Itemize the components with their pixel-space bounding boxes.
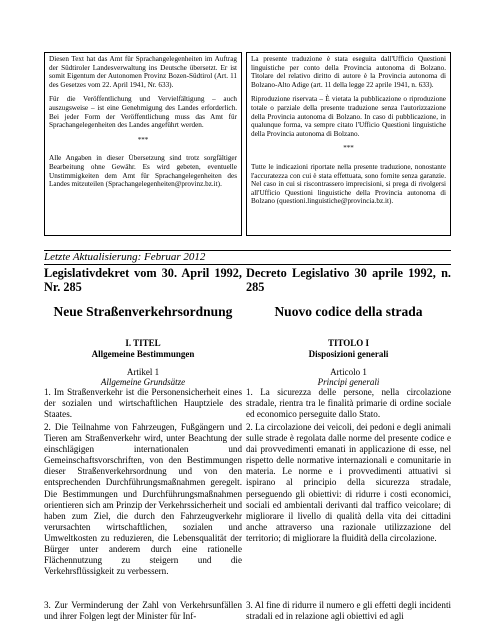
article-name-it: Principi generali bbox=[317, 377, 380, 387]
code-title-de: Neue Straßenverkehrsordnung bbox=[53, 304, 233, 319]
section-number-it: TITOLO I bbox=[327, 338, 370, 348]
law-title-it: Decreto Legislativo 30 aprile 1992, n. 285 bbox=[246, 266, 451, 294]
article-heading-de bbox=[44, 367, 242, 387]
notice-box-de bbox=[44, 52, 242, 236]
notice-box-it bbox=[246, 52, 451, 236]
section-heading-de bbox=[44, 338, 242, 360]
section-name-it: Disposizioni generali bbox=[308, 349, 389, 359]
notice-it-copyright: La presente traduzione è stata eseguita dall'Ufficio Questioni linguistiche per conto della Provincia autonoma di Bolzano. Titolare del relativo diritto di autore è la Provincia autonoma di Bolzano-Alto Adige (art. 11 della legge 22 aprile 1941, n. 633). bbox=[251, 55, 446, 89]
section-name-de: Allgemeine Bestimmungen bbox=[91, 349, 195, 359]
code-title-it: Nuovo codice della strada bbox=[274, 304, 423, 319]
notice-de-notes: Alle Angaben in dieser Übersetzung sind trotz sorgfältiger Bearbeitung ohne Gewähr. Es wird gebeten, eventuelle Unstimmigkeiten dem Amt für Sprachangelegenheiten des Landes mitzuteilen (Sprachangelegenheiten@provinz.bz.it). bbox=[49, 154, 237, 189]
notice-separator-de: *** bbox=[137, 135, 149, 144]
article-heading-it bbox=[246, 367, 451, 387]
section-heading-it bbox=[246, 338, 451, 360]
paragraph-2-it: 2. La circolazione dei veicoli, dei pedoni e degli animali sulle strade è regolata dalle norme del presente codice e dai provvedimenti emanati in applicazione di esse, nel rispetto delle normative internazionali e comunitarie in materia. Le norme e i provvedimenti attuativi si ispirano al principio della sicurezza stradale, perseguendo gli obiettivi: di ridurre i costi economici, sociali ed ambientali derivanti dal traffico veicolare; di migliorare il livello di qualità della vita dei cittadini anche attraverso una razionale utilizzazione del territorio; di migliorare la fluidità della circolazione. bbox=[246, 422, 451, 543]
notice-de-copyright: Diesen Text hat das Amt für Sprachangelegenheiten im Auftrag der Südtiroler Landesverwaltung ins Deutsche übersetzt. Er ist somit Eigentum der Autonomen Provinz Bozen-Südtirol (Art. 11 des Gesetzes vom 22. April 1941, Nr. 633). bbox=[49, 55, 237, 89]
paragraph-1-de: 1. Im Straßenverkehr ist die Personensicherheit eines der sozialen und wirtschaftlichen Hauptziele des Staates. bbox=[44, 387, 242, 420]
notice-de-reproduction: Für die Veröffentlichung und Vervielfältigung – auch auszugsweise – ist eine Genehmigung des Landes erforderlich. Bei jeder Form der Veröffentlichung muss das Amt für Sprachangelegenheiten des Landes angeführt werden. bbox=[49, 95, 237, 130]
article-number-de: Artikel 1 bbox=[126, 367, 160, 377]
paragraph-2-de: 2. Die Teilnahme von Fahrzeugen, Fußgängern und Tieren am Straßenverkehr wird, unter Beachtung der einschlägigen internationalen und Gemeinschaftsvorschriften, von den Bestimmungen dieser Straßenverkehrsordnung und von den entsprechenden Durchführungsmaßnahmen geregelt. Die Bestimmungen und Durchführungsmaßnahmen orientieren sich am Prinzip der Verkehrssicherheit und haben zum Ziel, die durch den Fahrzeugverkehr verursachten wirtschaftlichen, sozialen und Umweltkosten zu reduzieren, die Lebensqualität der Bürger unter anderem durch eine rationelle Flächennutzung zu steigern und die Verkehrsflüssigkeit zu verbessern. bbox=[44, 422, 242, 577]
notice-separator-it: *** bbox=[343, 144, 354, 153]
notice-it-notes: Tutte le indicazioni riportate nella presente traduzione, nonostante l'accuratezza con cui è stata effettuata, sono fornite senza garanzie. Nel caso in cui si riscontrassero imprecisioni, si prega di rivolgersi all'Ufficio Questioni linguistiche della Provincia autonoma di Bolzano (questioni.linguistiche@provincia.bz.it). bbox=[251, 162, 446, 206]
paragraph-3-de: 3. Zur Verminderung der Zahl von Verkehrsunfällen und ihrer Folgen legt der Minister für Inf- bbox=[44, 600, 242, 622]
notice-it-reproduction: Riproduzione riservata – È vietata la pubblicazione o riproduzione totale o parziale della presente traduzione senza l'autorizzazione della Provincia autonoma di Bolzano. In caso di pubblicazione, in qualunque forma, va sempre citato l'Ufficio Questioni linguistiche della Provincia autonoma di Bolzano. bbox=[251, 95, 446, 138]
paragraph-1-it: 1. La sicurezza delle persone, nella circolazione stradale, rientra tra le finalità primarie di ordine sociale ed economico perseguite dallo Stato. bbox=[246, 387, 451, 420]
section-number-de: I. TITEL bbox=[125, 338, 161, 348]
divider-line bbox=[44, 264, 451, 265]
law-title-de: Legislativdekret vom 30. April 1992, Nr. 285 bbox=[44, 266, 242, 294]
paragraph-3-it: 3. Al fine di ridurre il numero e gli effetti degli incidenti stradali ed in relazione agli obiettivi ed agli bbox=[246, 600, 451, 622]
article-name-de: Allgemeine Grundsätze bbox=[100, 377, 186, 387]
last-update: Letzte Aktualisierung: Februar 2012 bbox=[44, 251, 206, 263]
article-number-it: Articolo 1 bbox=[330, 367, 367, 377]
